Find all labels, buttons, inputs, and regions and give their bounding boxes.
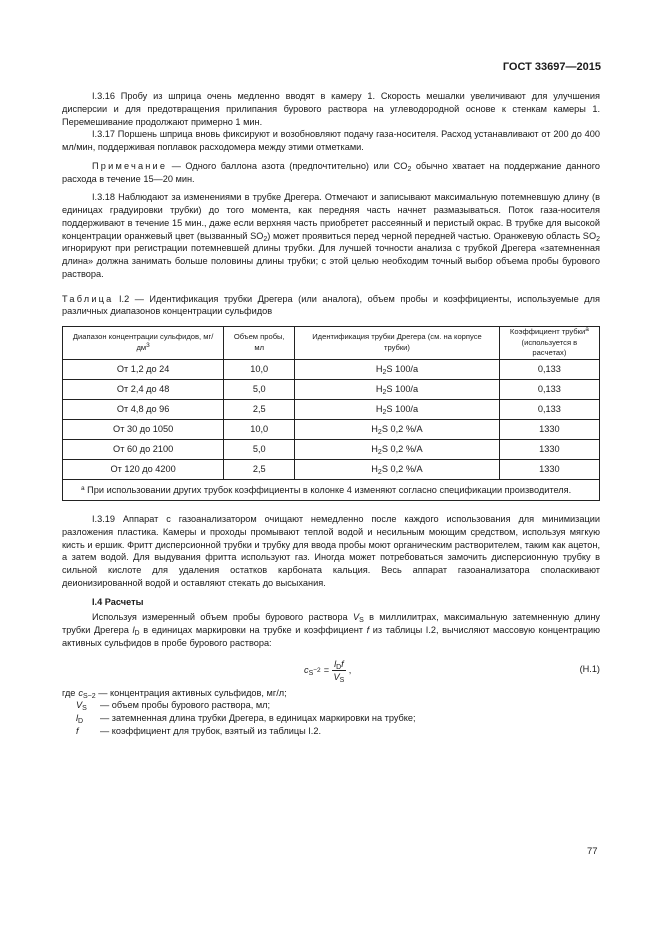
cell-range: От 30 до 1050 xyxy=(63,419,224,439)
table-header-row xyxy=(63,327,600,360)
text-segment: I.3.16 Пробу из шприца очень медленно вводят в камеру 1. Скорость мешалки увеличивают для улучшения дисперсии и для предотвращения прилипания бурового раствора на углеводородной основе к стенкам камеры 1. Перемешивание продолжают примерно 1 мин. xyxy=(62,91,600,127)
tube-a: H xyxy=(371,423,378,434)
header-sup: a xyxy=(585,326,589,333)
tube-a: H xyxy=(371,443,378,454)
formula-l-sub: D xyxy=(336,663,342,671)
cell-range: От 60 до 2100 xyxy=(63,439,224,459)
text-segment: I.3.17 Поршень шприца вновь фиксируют и возобновляют подачу газа-носителя. Расход устанавливают от 200 до 400 мл/мин, поддерживая поплавок расходомера между этими отметками. xyxy=(62,129,600,152)
tube-b: S 0,2 %/A xyxy=(381,443,423,454)
tube-b: S 100/a xyxy=(386,363,419,374)
symbol: c xyxy=(78,687,84,698)
cell-tube-id xyxy=(295,419,500,439)
footnote-text: При использовании других трубок коэффициенты в колонке 4 изменяют согласно спецификации производителя. xyxy=(84,484,572,495)
table-row xyxy=(63,419,600,439)
formula-lhs xyxy=(304,664,321,677)
cell-volume: 5,0 xyxy=(224,379,295,399)
table-row xyxy=(63,459,600,479)
cell-tube-id xyxy=(295,359,500,379)
paragraph-i-3-18 xyxy=(62,191,600,280)
legend-symbol xyxy=(78,687,95,700)
tube-a: H xyxy=(371,463,378,474)
text-segment: I.3.19 Аппарат с газоанализатором очищают немедленно после каждого использования для минимизации разложения пластика. Камеры и проходы промывают теплой водой и несильным моющим средством, используя мягкую кисть и ершик. Фритт дисперсионной трубки и трубку для ввода пробы моют органическим растворителем, таким как ацетон, а затем водой. Для выдувания фритта используют газ. Иногда может потребоваться замочить дисперсионную трубку в сильной кислоте для удаления остатков карбоната кальция. Весь аппарат газоанализатора споласкивают деионизированной водой и оставляют стекать до высыхания. xyxy=(62,514,600,588)
formula-lhs-sup: −2 xyxy=(313,667,321,675)
cell-coefficient: 0,133 xyxy=(499,359,599,379)
header-coefficient xyxy=(499,327,599,360)
cell-tube-id xyxy=(295,399,500,419)
legend-description: — концентрация активных сульфидов, мг/л; xyxy=(98,687,287,698)
header-tube-id: Идентификация трубки Дрегера (см. на корпусе трубки) xyxy=(295,327,500,360)
footnote-mark: a xyxy=(81,484,85,492)
cell-tube-id xyxy=(295,439,500,459)
symbol-sub: S xyxy=(82,705,87,713)
formula-equals: = xyxy=(323,665,330,676)
cell-coefficient: 1330 xyxy=(499,419,599,439)
paragraph-i-4 xyxy=(62,611,600,649)
text-segment: — Одного баллона азота (предпочтительно) или CO xyxy=(167,160,408,171)
text-segment: Таблица xyxy=(62,293,114,304)
legend-symbol xyxy=(62,712,100,725)
text-segment: l xyxy=(132,625,135,635)
subscript: 2 xyxy=(263,235,268,243)
table-row xyxy=(63,379,600,399)
formula-v-sub: S xyxy=(339,676,345,684)
text-segment: I.3.18 Наблюдают за изменениями в трубке Дрегера. Отмечают и записывают максимальную потемневшую длину (в единицах градуировки трубки) до того момента, как передняя часть начнет размазываться. Поток газа-носителя поддерживают в течение 15 мин., даже если верхняя часть приобретет рассеянный и перистый окрас. В трубке для высокой концентрации оранжевый цвет (вызванный SO xyxy=(62,192,600,241)
tube-sub: 2 xyxy=(377,428,382,436)
table-row xyxy=(63,439,600,459)
cell-volume: 10,0 xyxy=(224,359,295,379)
cell-coefficient: 0,133 xyxy=(499,379,599,399)
header-coef-note: (используется в расчетах) xyxy=(521,337,578,357)
legend-description: — затемненная длина трубки Дрегера, в единицах маркировки на трубке; xyxy=(100,713,416,723)
header-range-label: Диапазон концентрации сульфидов, мг/дм xyxy=(72,332,214,352)
formula-c: c xyxy=(304,665,309,676)
formula-v: V xyxy=(333,671,340,682)
page-content xyxy=(62,90,600,738)
formula-lhs-sub: S xyxy=(308,670,314,678)
page-number: 77 xyxy=(587,846,598,857)
legend-symbol xyxy=(62,699,100,712)
cell-volume: 5,0 xyxy=(224,439,295,459)
paragraph-i-3-19 xyxy=(62,513,600,590)
formula-number: (H.1) xyxy=(579,663,600,674)
legend-item xyxy=(62,712,600,725)
symbol-sub: D xyxy=(78,718,84,725)
cell-range: От 2,4 до 48 xyxy=(63,379,224,399)
table-row xyxy=(63,359,600,379)
formula-fraction xyxy=(332,659,346,683)
text-segment: игнорируют при регистрации потемневшей длины трубки. Для лучшей точности анализа с трубкой Дрегера «затемненная длина» должна занимать больше половины длины трубки; с этой целью необходим точный выбор объема пробы бурового раствора. xyxy=(62,243,600,279)
table-footnote-row xyxy=(63,479,600,501)
table-row xyxy=(63,399,600,419)
table-footnote xyxy=(63,479,600,501)
legend-intro: где xyxy=(62,687,76,698)
tube-a: H xyxy=(375,383,383,394)
header-coef-label: Коэффициент трубки xyxy=(509,327,586,336)
tube-sub: 2 xyxy=(377,468,382,476)
note xyxy=(62,160,600,186)
cell-coefficient: 1330 xyxy=(499,459,599,479)
cell-coefficient: 0,133 xyxy=(499,399,599,419)
text-segment: в миллилитрах, максимальную затемненную длину трубки Дрегера xyxy=(62,612,600,635)
cell-range: От 4,8 до 96 xyxy=(63,399,224,419)
formula-l: l xyxy=(334,658,337,669)
symbol: V xyxy=(76,700,83,711)
legend-description: — коэффициент для трубок, взятый из таблицы I.2. xyxy=(100,725,322,736)
formula-h1 xyxy=(62,653,600,687)
subscript: 2 xyxy=(596,235,600,243)
text-segment: обычно хватает на поддержание данного расхода в течение 15—20 мин. xyxy=(62,160,601,184)
header-sup: 3 xyxy=(146,341,150,349)
cell-tube-id xyxy=(295,379,500,399)
header-range xyxy=(63,327,224,360)
tube-b: S 0,2 %/A xyxy=(381,423,423,434)
subscript: 2 xyxy=(407,165,412,173)
tube-b: S 0,2 %/A xyxy=(381,463,423,474)
subscript: D xyxy=(134,630,140,637)
formula-f: f xyxy=(341,658,344,669)
legend-item xyxy=(62,725,600,738)
tube-b: S 100/a xyxy=(386,403,419,414)
legend-item xyxy=(62,687,600,700)
variable-legend xyxy=(62,687,600,738)
tube-sub: 2 xyxy=(382,368,387,376)
subscript: S xyxy=(359,617,364,625)
cell-coefficient: 1330 xyxy=(499,439,599,459)
text-segment: в единицах маркировки на трубке и коэффициент xyxy=(139,625,367,635)
text-segment: Примечание xyxy=(92,160,168,171)
cell-volume: 2,5 xyxy=(224,459,295,479)
header-volume: Объем пробы, мл xyxy=(224,327,295,360)
tube-a: H xyxy=(375,403,383,414)
tube-a: H xyxy=(375,363,383,374)
text-segment: ) может проявиться перед черной передней частью. Оранжевую область SO xyxy=(267,230,597,241)
cell-tube-id xyxy=(295,459,500,479)
tube-sub: 2 xyxy=(382,408,387,416)
tube-b: S 100/a xyxy=(386,383,419,394)
cell-range: От 120 до 4200 xyxy=(63,459,224,479)
table-caption xyxy=(62,293,600,319)
legend-symbol xyxy=(62,725,100,738)
symbol: f xyxy=(76,725,79,736)
section-heading: I.4 Расчеты xyxy=(92,596,144,607)
cell-range: От 1,2 до 24 xyxy=(63,359,224,379)
text-segment: V xyxy=(352,612,360,623)
formula-comma: , xyxy=(348,665,352,676)
cell-volume: 2,5 xyxy=(224,399,295,419)
legend-description: — объем пробы бурового раствора, мл; xyxy=(100,700,271,711)
symbol: l xyxy=(76,713,79,723)
symbol-sub: S−2 xyxy=(83,692,96,700)
text-segment: из таблицы I.2, вычисляют массовую концентрацию активных сульфидов в пробе бурового раствора: xyxy=(62,625,600,648)
document-number-header: ГОСТ 33697—2015 xyxy=(502,61,601,73)
text-segment: Используя измеренный объем пробы бурового раствора xyxy=(92,612,353,623)
sulfide-table xyxy=(62,326,600,501)
paragraph-i-3-16 xyxy=(62,90,600,128)
paragraph-i-3-17 xyxy=(62,128,600,154)
tube-sub: 2 xyxy=(382,388,387,396)
text-segment: f xyxy=(366,625,370,635)
cell-volume: 10,0 xyxy=(224,419,295,439)
text-segment: I.2 — Идентификация трубки Дрегера (или аналога), объем пробы и коэффициенты, используемые для различных диапазонов концентрации сульфидов xyxy=(62,293,600,317)
legend-item xyxy=(62,699,600,712)
tube-sub: 2 xyxy=(377,448,382,456)
